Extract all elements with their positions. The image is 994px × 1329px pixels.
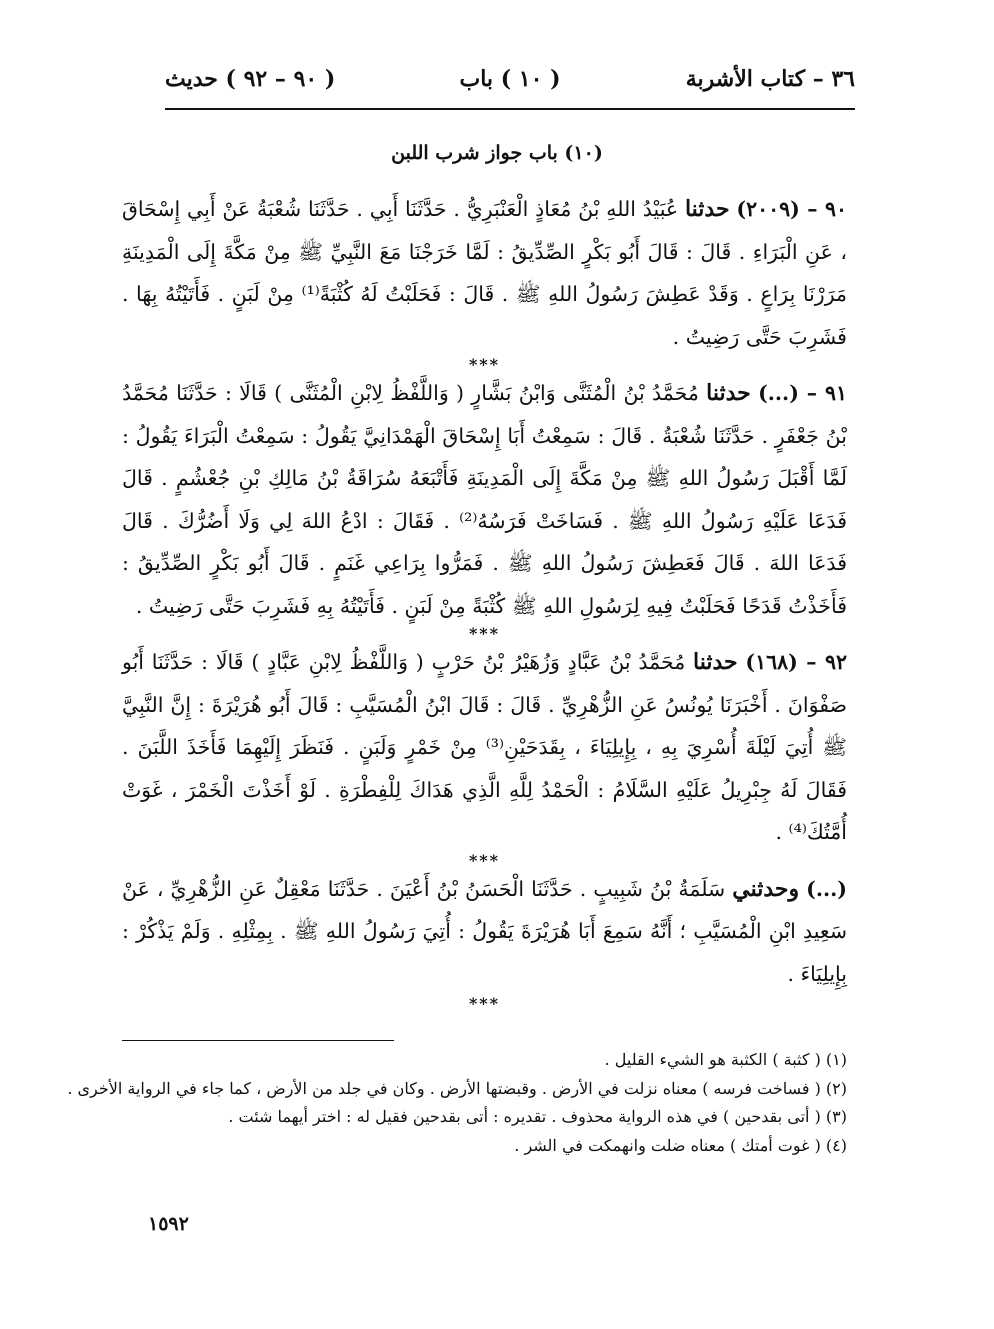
hadith-90 — [122, 188, 847, 358]
running-header — [165, 62, 855, 102]
hadith-opening: حدثنا — [693, 649, 738, 675]
header-chapter: ( ١٠ ) باب — [459, 66, 561, 92]
hadith-opening: حدثنا — [706, 380, 751, 406]
hadith-opening: حدثنا — [684, 196, 730, 222]
footnote-rule — [122, 1040, 394, 1041]
hadith-number: ٩٢ – (١٦٨) — [745, 650, 847, 674]
hadith-number: ٩٠ – (٢٠٠٩) — [736, 197, 847, 221]
hadith-number: (...) — [806, 876, 847, 901]
hadith-number: ٩١ – (...) — [758, 381, 847, 405]
header-book-title: ٣٦ – كتاب الأشربة — [685, 66, 855, 92]
hadith-body — [122, 188, 847, 1011]
hadith-92 — [122, 641, 847, 854]
footnote-1: (١) ( كثبة ) الكثبة هو الشيء القليل . — [604, 1050, 847, 1069]
header-hadith-range: ( ٩٠ – ٩٢ ) حديث — [165, 66, 336, 92]
section-separator: *** — [468, 624, 501, 643]
header-rule — [165, 108, 855, 110]
hadith-text: عُبَيْدُ اللهِ بْنُ مُعَاذٍ الْعَنْبَرِيُّ . حَدَّثَنَا أَبِي . حَدَّثَنَا شُعْبَةُ عَنْ أَبِي إِسْحَاقَ ، عَنِ الْبَرَاءِ . قَالَ : قَالَ أَبُو بَكْرٍ الصِّدِّيقُ : لَمَّا خَرَجْنَا مَعَ النَّبِيِّ ﷺ مِنْ مَكَّةَ إِلَى الْمَدِينَةِ مَرَرْنَا بِرَاعٍ . وَقَدْ عَطِشَ رَسُولُ اللهِ ﷺ . قَالَ : فَحَلَبْتُ لَهُ كُثْبَةً⁽¹⁾ مِنْ لَبَنٍ . فَأَتَيْتُهُ بِهَا . فَشَرِبَ حَتَّى رَضِيتُ . — [122, 197, 847, 349]
page-number: ١٥٩٢ — [148, 1213, 189, 1235]
section-separator: *** — [468, 850, 501, 870]
hadith-91 — [122, 372, 847, 627]
footnotes — [67, 1046, 847, 1160]
hadith-text: مُحَمَّدُ بْنُ عَبَّادٍ وَزُهَيْرُ بْنُ حَرْبٍ ( وَاللَّفْظُ لِابْنِ عَبَّادٍ ) قَالَا : حَدَّثَنَا أَبُو صَفْوَانَ . أَخْبَرَنَا يُونُسُ عَنِ الزُّهْرِيِّ . قَالَ : قَالَ ابْنُ الْمُسَيَّبِ : قَالَ أَبُو هُرَيْرَةَ : إِنَّ النَّبِيَّ ﷺ أُتِيَ لَيْلَةَ أُسْرِيَ بِهِ ، بِإِيلِيَاءَ ، بِقَدَحَيْنِ⁽³⁾ مِنْ خَمْرٍ وَلَبَنٍ . فَنَظَرَ إِلَيْهِمَا فَأَخَذَ اللَّبَنَ . فَقَالَ لَهُ جِبْرِيلُ عَلَيْهِ السَّلَامُ : الْحَمْدُ لِلَّهِ الَّذِي هَدَاكَ لِلْفِطْرَةِ . لَوْ أَخَذْتَ الْخَمْرَ ، غَوَتْ أُمَّتُكَ⁽⁴⁾ . — [122, 650, 847, 844]
hadith-text: مُحَمَّدُ بْنُ الْمُثَنَّى وَابْنُ بَشَّارٍ ( وَاللَّفْظُ لِابْنِ الْمُثَنَّى ) قَالَا : حَدَّثَنَا مُحَمَّدُ بْنُ جَعْفَرٍ . حَدَّثَنَا شُعْبَةُ . قَالَ : سَمِعْتُ أَبَا إِسْحَاقَ الْهَمْدَانِيَّ يَقُولُ : سَمِعْتُ الْبَرَاءَ يَقُولُ : لَمَّا أَقْبَلَ رَسُولُ اللهِ ﷺ مِنْ مَكَّةَ إِلَى الْمَدِينَةِ فَأَتْبَعَهُ سُرَاقَةُ بْنُ مَالِكِ بْنِ جُعْشُمٍ . قَالَ فَدَعَا عَلَيْهِ رَسُولُ اللهِ ﷺ . فَسَاخَتْ فَرَسُهُ⁽²⁾ . فَقَالَ : ادْعُ اللهَ لِي وَلَا أَضُرُّكَ . قَالَ فَدَعَا اللهَ . قَالَ فَعَطِشَ رَسُولُ اللهِ ﷺ . فَمَرُّوا بِرَاعِي غَنَمٍ . قَالَ أَبُو بَكْرٍ الصِّدِّيقُ : فَأَخَذْتُ قَدَحًا فَحَلَبْتُ فِيهِ لِرَسُولِ اللهِ ﷺ كُثْبَةً مِنْ لَبَنٍ . فَأَتَيْتُهُ بِهِ فَشَرِبَ حَتَّى رَضِيتُ . — [122, 381, 847, 618]
footnote-4: (٤) ( غوت أمتك ) معناه ضلت وانهمكت في الشر . — [514, 1135, 847, 1155]
hadith-92-variant — [122, 868, 847, 996]
footnote-2: (٢) ( فساخت فرسه ) معناه نزلت في الأرض . وقبضتها الأرض . وكان في جلد من الأرض ، كما جاء في الرواية الأخرى . — [67, 1078, 847, 1098]
hadith-opening: وحدثني — [732, 875, 800, 902]
section-separator: *** — [468, 355, 501, 374]
end-separator: *** — [468, 994, 501, 1013]
footnote-3: (٣) ( أتى بقدحين ) في هذه الرواية محذوف . تقديره : أتى بقدحين فقيل له : اختر أيهما شئت . — [228, 1107, 847, 1126]
chapter-title: (١٠) باب جواز شرب اللبن — [391, 142, 603, 164]
hadith-text: سَلَمَةُ بْنُ شَبِيبٍ . حَدَّثَنَا الْحَسَنُ بْنُ أَعْيَنَ . حَدَّثَنَا مَعْقِلٌ عَنِ الزُّهْرِيِّ ، عَنْ سَعِيدِ ابْنِ الْمُسَيَّبِ ؛ أَنَّهُ سَمِعَ أَبَا هُرَيْرَةَ يَقُولُ : أُتِيَ رَسُولُ اللهِ ﷺ . بِمِثْلِهِ . وَلَمْ يَذْكُرْ : بِإِيلِيَاءَ . — [122, 876, 847, 986]
